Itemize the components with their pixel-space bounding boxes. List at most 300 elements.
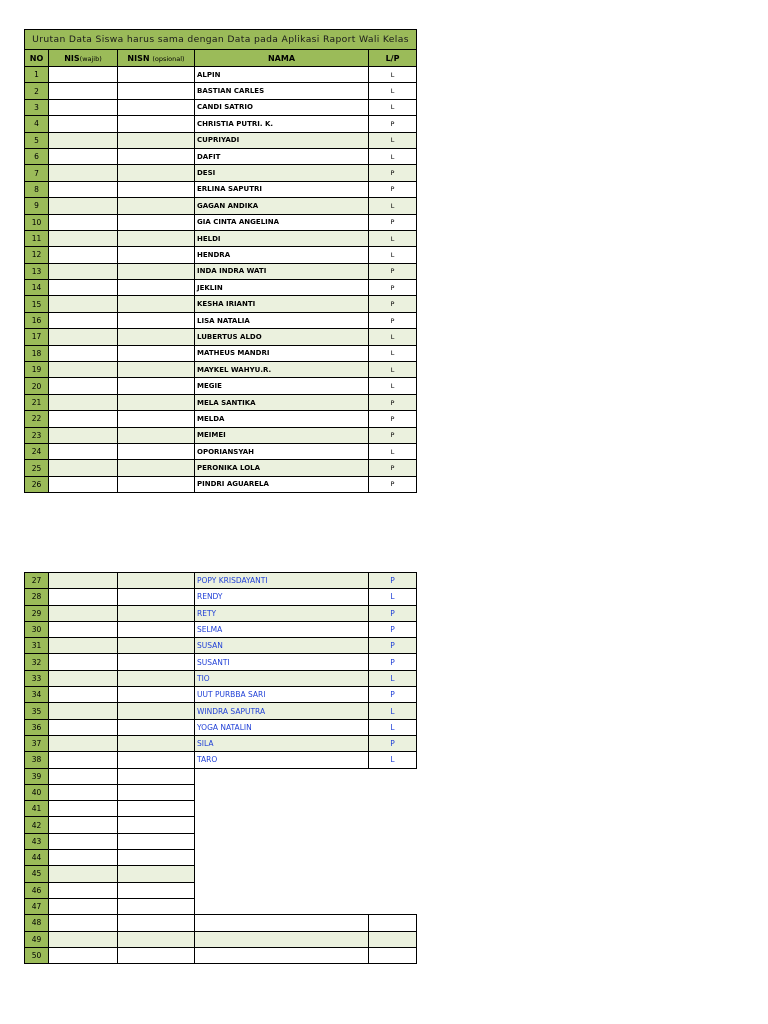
table-row [25,703,417,719]
nis-cell[interactable] [49,394,118,410]
lp-cell[interactable]: P [369,605,417,621]
row-number: 9 [25,198,49,214]
lp-cell[interactable]: L [369,589,417,605]
lp-cell[interactable]: L [369,230,417,246]
nis-cell[interactable] [49,703,118,719]
table-row [25,866,417,882]
table-row [25,83,417,99]
header-nama: NAMA [195,50,369,67]
nisn-cell[interactable] [118,132,195,148]
nama-cell[interactable]: CHRISTIA PUTRI. K. [195,116,369,132]
row-number: 24 [25,443,49,459]
row-number: 32 [25,654,49,670]
nis-cell[interactable] [49,165,118,181]
nisn-cell[interactable] [118,589,195,605]
table-row [25,198,417,214]
row-number: 27 [25,573,49,589]
nisn-cell[interactable] [118,605,195,621]
lp-cell[interactable]: P [369,735,417,751]
nis-cell[interactable] [49,898,118,914]
table-row [25,296,417,312]
nama-cell[interactable]: DESI [195,165,369,181]
nis-cell[interactable] [49,198,118,214]
nis-cell[interactable] [49,427,118,443]
nis-cell[interactable] [49,476,118,492]
nama-cell [195,850,417,866]
lp-cell[interactable]: P [369,573,417,589]
nama-cell[interactable]: CANDI SATRIO [195,99,369,115]
bottom-rows [25,573,417,964]
row-number: 42 [25,817,49,833]
row-number: 7 [25,165,49,181]
table-row [25,427,417,443]
lp-cell[interactable]: P [369,654,417,670]
nisn-cell[interactable] [118,915,195,931]
table-row [25,735,417,751]
table-row [25,329,417,345]
nama-cell[interactable]: SUSANTI [195,654,369,670]
table-row [25,116,417,132]
nama-cell[interactable]: TIO [195,670,369,686]
nama-cell[interactable]: DAFIT [195,148,369,164]
table-row [25,378,417,394]
header-nisn-label: NISN [127,53,150,63]
table-row [25,768,417,784]
nis-cell[interactable] [49,621,118,637]
nama-cell[interactable]: SELMA [195,621,369,637]
row-number: 30 [25,621,49,637]
lp-cell[interactable]: L [369,329,417,345]
row-number: 49 [25,931,49,947]
row-number: 20 [25,378,49,394]
nis-cell[interactable] [49,866,118,882]
nis-cell[interactable] [49,817,118,833]
nama-cell [195,882,417,898]
row-number: 45 [25,866,49,882]
nisn-cell[interactable] [118,719,195,735]
nisn-cell[interactable] [118,427,195,443]
nama-cell[interactable]: UUT PURBBA SARI [195,687,369,703]
nama-cell[interactable]: MATHEUS MANDRI [195,345,369,361]
lp-cell[interactable]: P [369,116,417,132]
nis-cell[interactable] [49,362,118,378]
nisn-cell[interactable] [118,247,195,263]
nis-cell[interactable] [49,931,118,947]
nis-cell[interactable] [49,768,118,784]
nisn-cell[interactable] [118,280,195,296]
nama-cell[interactable]: SILA [195,735,369,751]
nisn-cell[interactable] [118,362,195,378]
nama-cell [195,898,417,914]
nama-cell[interactable]: GIA CINTA ANGELINA [195,214,369,230]
nisn-cell[interactable] [118,230,195,246]
nisn-cell[interactable] [118,850,195,866]
nisn-cell[interactable] [118,476,195,492]
table-row [25,460,417,476]
row-number: 44 [25,850,49,866]
nis-cell[interactable] [49,67,118,83]
nama-cell[interactable]: MAYKEL WAHYU.R. [195,362,369,378]
row-number: 28 [25,589,49,605]
nama-cell[interactable]: JEKLIN [195,280,369,296]
lp-cell[interactable]: L [369,345,417,361]
table-row [25,181,417,197]
nama-cell [195,817,417,833]
row-number: 26 [25,476,49,492]
nama-cell[interactable]: HENDRA [195,247,369,263]
nisn-cell[interactable] [118,866,195,882]
lp-cell[interactable]: L [369,719,417,735]
header-nisn-note: (opsional) [152,54,185,63]
row-number: 50 [25,947,49,963]
nama-cell[interactable]: WINDRA SAPUTRA [195,703,369,719]
nama-cell[interactable]: RENDY [195,589,369,605]
nis-cell[interactable] [49,181,118,197]
table-row [25,443,417,459]
nama-cell[interactable]: RETY [195,605,369,621]
nisn-cell[interactable] [118,345,195,361]
table-row [25,752,417,768]
table-row [25,476,417,492]
nis-cell[interactable] [49,654,118,670]
nisn-cell[interactable] [118,735,195,751]
row-number: 17 [25,329,49,345]
row-number: 4 [25,116,49,132]
row-number: 38 [25,752,49,768]
row-number: 1 [25,67,49,83]
nisn-cell[interactable] [118,99,195,115]
nisn-cell[interactable] [118,687,195,703]
header-nis-note: (wajib) [79,54,102,63]
table-row [25,719,417,735]
lp-cell[interactable]: L [369,99,417,115]
lp-cell[interactable]: L [369,132,417,148]
nis-cell[interactable] [49,411,118,427]
nama-cell[interactable]: LISA NATALIA [195,312,369,328]
row-number: 2 [25,83,49,99]
lp-cell[interactable]: L [369,247,417,263]
row-number: 15 [25,296,49,312]
nis-cell[interactable] [49,263,118,279]
nisn-cell[interactable] [118,573,195,589]
lp-cell[interactable]: P [369,280,417,296]
nama-cell[interactable]: TARO [195,752,369,768]
lp-cell[interactable] [369,915,417,931]
table-row [25,915,417,931]
lp-cell[interactable]: L [369,198,417,214]
nis-cell[interactable] [49,915,118,931]
nis-cell[interactable] [49,230,118,246]
nama-cell[interactable] [195,931,369,947]
nisn-cell[interactable] [118,312,195,328]
row-number: 35 [25,703,49,719]
nama-cell[interactable] [195,947,369,963]
row-number: 6 [25,148,49,164]
row-number: 19 [25,362,49,378]
table-row [25,312,417,328]
nama-cell[interactable]: ALPIN [195,67,369,83]
table-row [25,850,417,866]
nisn-cell[interactable] [118,931,195,947]
table-row [25,411,417,427]
table-row [25,230,417,246]
student-table-page-2 [24,572,417,964]
nisn-cell[interactable] [118,817,195,833]
nisn-cell[interactable] [118,882,195,898]
row-number: 37 [25,735,49,751]
row-number: 3 [25,99,49,115]
table-row [25,882,417,898]
row-number: 39 [25,768,49,784]
table-row [25,280,417,296]
nis-cell[interactable] [49,573,118,589]
row-number: 16 [25,312,49,328]
nama-cell[interactable]: PERONIKA LOLA [195,460,369,476]
table-row [25,214,417,230]
table-row [25,345,417,361]
table-row [25,165,417,181]
lp-cell[interactable]: L [369,703,417,719]
header-nisn [118,50,195,67]
row-number: 46 [25,882,49,898]
nisn-cell[interactable] [118,181,195,197]
nis-cell[interactable] [49,719,118,735]
table-row [25,573,417,589]
row-number: 29 [25,605,49,621]
lp-cell[interactable]: P [369,638,417,654]
table-row [25,362,417,378]
row-number: 40 [25,784,49,800]
table-row [25,817,417,833]
row-number: 41 [25,801,49,817]
top-rows [25,67,417,493]
lp-cell[interactable]: L [369,752,417,768]
nisn-cell[interactable] [118,83,195,99]
row-number: 33 [25,670,49,686]
nisn-cell[interactable] [118,116,195,132]
nama-cell[interactable]: YOGA NATALIN [195,719,369,735]
row-number: 48 [25,915,49,931]
nama-cell[interactable]: MEIMEI [195,427,369,443]
nisn-cell[interactable] [118,165,195,181]
row-number: 10 [25,214,49,230]
row-number: 5 [25,132,49,148]
table-row [25,833,417,849]
nama-cell[interactable]: CUPRIYADI [195,132,369,148]
lp-cell[interactable]: L [369,378,417,394]
nis-cell[interactable] [49,329,118,345]
nama-cell[interactable]: POPY KRISDAYANTI [195,573,369,589]
nisn-cell[interactable] [118,784,195,800]
header-no: NO [25,50,49,67]
table-row [25,67,417,83]
nama-cell[interactable]: GAGAN ANDIKA [195,198,369,214]
table-row [25,247,417,263]
table-row [25,394,417,410]
nama-cell[interactable]: MELDA [195,411,369,427]
lp-cell[interactable]: L [369,362,417,378]
nama-cell [195,784,417,800]
nis-cell[interactable] [49,638,118,654]
nisn-cell[interactable] [118,411,195,427]
row-number: 13 [25,263,49,279]
table-row [25,99,417,115]
row-number: 34 [25,687,49,703]
lp-cell[interactable]: P [369,181,417,197]
nama-cell [195,866,417,882]
row-number: 31 [25,638,49,654]
nisn-cell[interactable] [118,460,195,476]
table-row [25,605,417,621]
nis-cell[interactable] [49,735,118,751]
nisn-cell[interactable] [118,638,195,654]
nisn-cell[interactable] [118,898,195,914]
lp-cell[interactable] [369,931,417,947]
lp-cell[interactable]: P [369,460,417,476]
nis-cell[interactable] [49,947,118,963]
nama-cell[interactable]: KESHA IRIANTI [195,296,369,312]
row-number: 22 [25,411,49,427]
lp-cell[interactable]: P [369,312,417,328]
lp-cell[interactable]: P [369,427,417,443]
table-row [25,589,417,605]
lp-cell[interactable]: P [369,687,417,703]
nis-cell[interactable] [49,589,118,605]
nis-cell[interactable] [49,605,118,621]
lp-cell[interactable]: P [369,263,417,279]
nama-cell[interactable]: OPORIANSYAH [195,443,369,459]
row-number: 11 [25,230,49,246]
nama-cell [195,801,417,817]
lp-cell[interactable]: P [369,476,417,492]
nisn-cell[interactable] [118,752,195,768]
table-title: Urutan Data Siswa harus sama dengan Data pada Aplikasi Raport Wali Kelas [25,30,417,50]
table-row [25,931,417,947]
header-nis [49,50,118,67]
nama-cell[interactable]: ERLINA SAPUTRI [195,181,369,197]
lp-cell[interactable]: L [369,67,417,83]
nis-cell[interactable] [49,850,118,866]
nis-cell[interactable] [49,214,118,230]
nisn-cell[interactable] [118,378,195,394]
nisn-cell[interactable] [118,654,195,670]
nisn-cell[interactable] [118,703,195,719]
table-row [25,148,417,164]
nis-cell[interactable] [49,132,118,148]
nis-cell[interactable] [49,296,118,312]
nisn-cell[interactable] [118,670,195,686]
lp-cell[interactable]: P [369,165,417,181]
student-table-page-1 [24,29,417,493]
nis-cell[interactable] [49,83,118,99]
nis-cell[interactable] [49,833,118,849]
lp-cell[interactable]: L [369,83,417,99]
table-row [25,687,417,703]
nis-cell[interactable] [49,670,118,686]
table-row [25,132,417,148]
nama-cell[interactable] [195,915,369,931]
nisn-cell[interactable] [118,768,195,784]
nis-cell[interactable] [49,280,118,296]
nisn-cell[interactable] [118,329,195,345]
row-number: 43 [25,833,49,849]
nis-cell[interactable] [49,345,118,361]
nisn-cell[interactable] [118,148,195,164]
table-row [25,638,417,654]
nisn-cell[interactable] [118,296,195,312]
nis-cell[interactable] [49,752,118,768]
nisn-cell[interactable] [118,621,195,637]
nama-cell[interactable]: INDA INDRA WATI [195,263,369,279]
table-row [25,947,417,963]
row-number: 47 [25,898,49,914]
nis-cell[interactable] [49,378,118,394]
header-lp: L/P [369,50,417,67]
nis-cell[interactable] [49,148,118,164]
table-row [25,621,417,637]
nisn-cell[interactable] [118,833,195,849]
lp-cell[interactable] [369,947,417,963]
row-number: 23 [25,427,49,443]
nama-cell[interactable]: SUSAN [195,638,369,654]
lp-cell[interactable]: P [369,394,417,410]
nis-cell[interactable] [49,312,118,328]
lp-cell[interactable]: L [369,148,417,164]
lp-cell[interactable]: P [369,296,417,312]
nama-cell[interactable]: MEGIE [195,378,369,394]
nama-cell[interactable]: PINDRI AGUARELA [195,476,369,492]
nisn-cell[interactable] [118,947,195,963]
table-row [25,784,417,800]
table-row [25,263,417,279]
nis-cell[interactable] [49,247,118,263]
nama-cell[interactable]: BASTIAN CARLES [195,83,369,99]
nisn-cell[interactable] [118,443,195,459]
nisn-cell[interactable] [118,198,195,214]
nama-cell[interactable]: HELDI [195,230,369,246]
lp-cell[interactable]: L [369,443,417,459]
nis-cell[interactable] [49,99,118,115]
nisn-cell[interactable] [118,801,195,817]
row-number: 12 [25,247,49,263]
row-number: 8 [25,181,49,197]
nis-cell[interactable] [49,801,118,817]
nis-cell[interactable] [49,784,118,800]
lp-cell[interactable]: P [369,621,417,637]
nama-cell [195,833,417,849]
row-number: 14 [25,280,49,296]
lp-cell[interactable]: L [369,670,417,686]
nis-cell[interactable] [49,460,118,476]
nama-cell [195,768,417,784]
nisn-cell[interactable] [118,263,195,279]
nisn-cell[interactable] [118,67,195,83]
nama-cell[interactable]: MELA SANTIKA [195,394,369,410]
nama-cell[interactable]: LUBERTUS ALDO [195,329,369,345]
lp-cell[interactable]: P [369,411,417,427]
nis-cell[interactable] [49,882,118,898]
row-number: 18 [25,345,49,361]
header-nis-label: NIS [64,53,80,63]
row-number: 21 [25,394,49,410]
nis-cell[interactable] [49,443,118,459]
nisn-cell[interactable] [118,394,195,410]
lp-cell[interactable]: P [369,214,417,230]
nis-cell[interactable] [49,116,118,132]
row-number: 36 [25,719,49,735]
nisn-cell[interactable] [118,214,195,230]
nis-cell[interactable] [49,687,118,703]
